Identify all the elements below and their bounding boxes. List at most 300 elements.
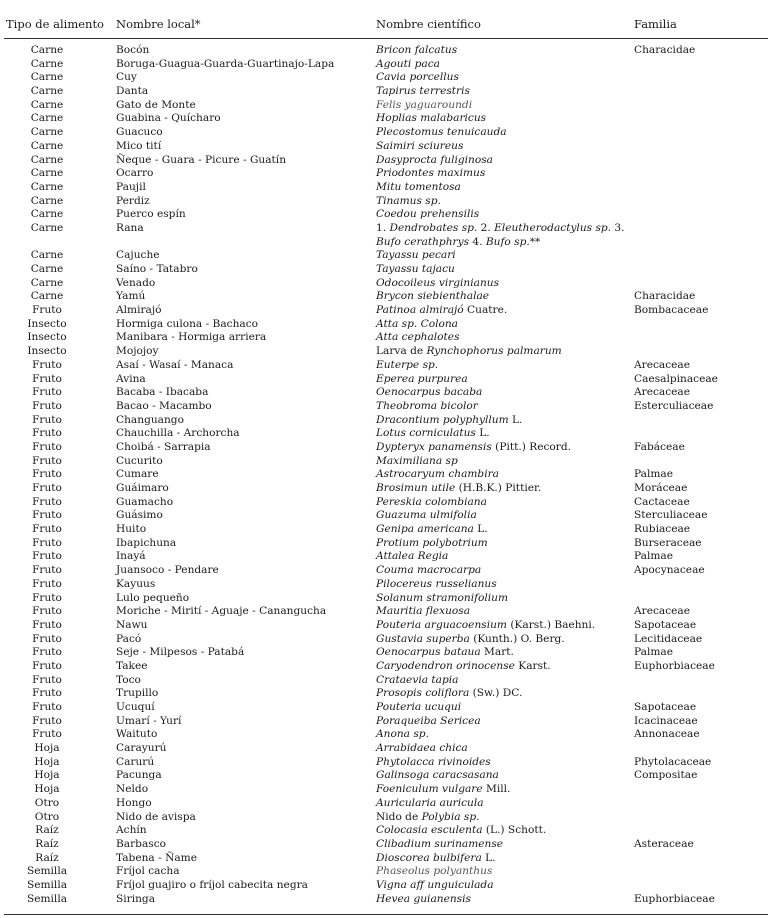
table-row bbox=[0, 550, 774, 564]
cell-familia: Asteraceae bbox=[634, 837, 694, 850]
sci-name-segment: Tayassu pecari bbox=[376, 249, 456, 262]
cell-tipo: Semilla bbox=[26, 878, 68, 891]
sci-name-segment: L. bbox=[473, 523, 488, 536]
table-row bbox=[0, 126, 774, 140]
cell-nombre-cientifico bbox=[376, 523, 488, 537]
table-header bbox=[0, 0, 774, 38]
cell-tipo: Fruto bbox=[32, 632, 62, 645]
cell-familia: Euphorbiaceae bbox=[634, 892, 715, 905]
table-row bbox=[0, 728, 774, 742]
cell-nombre-cientifico bbox=[376, 482, 541, 496]
table-row bbox=[0, 400, 774, 414]
table-row bbox=[0, 865, 774, 879]
sci-name-segment: Anona sp. bbox=[376, 728, 429, 741]
cell-tipo: Fruto bbox=[32, 399, 62, 412]
cell-tipo: Fruto bbox=[32, 659, 62, 672]
bottom-rule bbox=[4, 914, 768, 915]
sci-name-segment: Tayassu tajacu bbox=[376, 263, 455, 276]
cell-tipo: Insecto bbox=[27, 317, 67, 330]
table-row bbox=[0, 496, 774, 510]
cell-nombre-local: Perdiz bbox=[116, 194, 150, 207]
sci-name-segment: Colocasia esculenta bbox=[376, 824, 483, 837]
sci-name-segment: Auricularia auricula bbox=[376, 796, 484, 809]
cell-nombre-cientifico bbox=[376, 304, 507, 318]
cell-tipo: Carne bbox=[30, 180, 64, 193]
cell-nombre-local: Ucuquí bbox=[116, 701, 155, 714]
cell-tipo: Fruto bbox=[32, 673, 62, 686]
cell-nombre-local: Bocón bbox=[116, 44, 150, 56]
sci-name-segment: Euterpe sp. bbox=[376, 358, 439, 371]
header-tipo: Tipo de alimento bbox=[6, 17, 104, 31]
cell-nombre-cientifico bbox=[376, 222, 631, 249]
table-row bbox=[0, 331, 774, 345]
cell-nombre-local: Changuango bbox=[116, 413, 184, 426]
table-row bbox=[0, 523, 774, 537]
cell-tipo: Fruto bbox=[32, 386, 62, 399]
table-row bbox=[0, 208, 774, 222]
cell-nombre-local: Ocarro bbox=[116, 167, 154, 180]
sci-name-segment: Bricon falcatus bbox=[376, 44, 458, 56]
cell-nombre-local: Barbasco bbox=[116, 837, 167, 850]
cell-nombre-local: Guásimo bbox=[116, 509, 163, 522]
sci-name-segment: Phaseolus polyanthus bbox=[376, 865, 493, 878]
sci-name-segment: Maximiliana sp bbox=[376, 454, 458, 467]
sci-name-segment: Cuatre. bbox=[463, 304, 508, 317]
cell-familia: Palmae bbox=[634, 550, 673, 563]
cell-tipo: Fruto bbox=[32, 427, 62, 440]
cell-tipo: Fruto bbox=[32, 304, 62, 317]
sci-name-segment: Pouteria ucuqui bbox=[376, 701, 462, 714]
cell-nombre-local: Fríjol cacha bbox=[116, 865, 180, 878]
cell-nombre-cientifico bbox=[376, 249, 456, 263]
sci-name-segment: Dracontium polyphyllum bbox=[376, 413, 509, 426]
cell-familia: Palmae bbox=[634, 468, 673, 481]
table-row bbox=[0, 112, 774, 126]
sci-name-segment: Eleutherodactylus sp. bbox=[494, 221, 612, 234]
sci-name-segment: Protium polybotrium bbox=[376, 536, 488, 549]
sci-name-segment: Oenocarpus bataua bbox=[376, 646, 481, 659]
cell-familia: Burseraceae bbox=[634, 536, 702, 549]
cell-familia: Apocynaceae bbox=[634, 564, 705, 577]
cell-nombre-cientifico bbox=[376, 290, 489, 304]
cell-tipo: Fruto bbox=[32, 577, 62, 590]
sci-name-segment: Atta cephalotes bbox=[376, 331, 460, 344]
cell-nombre-cientifico bbox=[376, 550, 448, 564]
table-row bbox=[0, 468, 774, 482]
cell-nombre-cientifico bbox=[376, 578, 497, 592]
sci-name-segment: Rynchophorus palmarum bbox=[426, 345, 562, 358]
table-row bbox=[0, 99, 774, 113]
cell-nombre-cientifico bbox=[376, 414, 522, 428]
cell-familia: Characidae bbox=[634, 290, 696, 303]
sci-name-segment: (Pitt.) Record. bbox=[491, 440, 571, 453]
cell-tipo: Carne bbox=[30, 85, 64, 98]
cell-tipo: Fruto bbox=[32, 564, 62, 577]
table-row bbox=[0, 893, 774, 907]
cell-nombre-cientifico bbox=[376, 756, 491, 770]
table-row bbox=[0, 304, 774, 318]
cell-tipo: Fruto bbox=[32, 495, 62, 508]
cell-tipo: Carne bbox=[30, 126, 64, 139]
cell-familia: Compositae bbox=[634, 769, 698, 782]
cell-nombre-local: Juansoco - Pendare bbox=[116, 564, 219, 577]
table-row bbox=[0, 633, 774, 647]
sci-name-segment: Cavia porcellus bbox=[376, 71, 459, 84]
cell-nombre-local: Puerco espín bbox=[116, 208, 186, 221]
sci-name-segment: Larva de bbox=[376, 345, 427, 358]
cell-nombre-local: Pacunga bbox=[116, 769, 162, 782]
table-row bbox=[0, 783, 774, 797]
cell-nombre-cientifico bbox=[376, 537, 488, 551]
cell-nombre-cientifico bbox=[376, 592, 508, 606]
sci-name-segment: 2. bbox=[477, 221, 495, 234]
sci-name-segment: Guazuma ulmifolia bbox=[376, 509, 477, 522]
cell-nombre-local: Cajuche bbox=[116, 249, 160, 262]
sci-name-segment: 4. bbox=[469, 235, 486, 248]
sci-name-segment: Dendrobates sp. bbox=[389, 221, 478, 234]
cell-familia: Rubiaceae bbox=[634, 523, 691, 536]
table-row bbox=[0, 852, 774, 866]
cell-nombre-local: Gato de Monte bbox=[116, 98, 196, 111]
sci-name-segment: Clibadium surinamense bbox=[376, 837, 504, 850]
table-row bbox=[0, 85, 774, 99]
table-row bbox=[0, 195, 774, 209]
table-row bbox=[0, 742, 774, 756]
cell-tipo: Fruto bbox=[32, 550, 62, 563]
cell-nombre-cientifico bbox=[376, 140, 463, 154]
cell-nombre-cientifico bbox=[376, 660, 551, 674]
sci-name-segment: Tinamus sp. bbox=[376, 194, 441, 207]
cell-nombre-local: Bacaba - Ibacaba bbox=[116, 386, 209, 399]
cell-nombre-local: Achín bbox=[116, 824, 147, 837]
cell-tipo: Insecto bbox=[27, 331, 67, 344]
table-row bbox=[0, 359, 774, 373]
sci-name-segment: Brycon siebienthalae bbox=[376, 290, 490, 303]
sci-name-segment: Felis yaguaroundi bbox=[376, 98, 473, 111]
header-nombre-cientifico: Nombre científico bbox=[376, 17, 481, 31]
sci-name-segment: Hoplias malabaricus bbox=[376, 112, 487, 125]
cell-tipo: Carne bbox=[30, 112, 64, 125]
header-rule bbox=[4, 38, 768, 39]
cell-nombre-local: Carayurú bbox=[116, 742, 167, 755]
table-row bbox=[0, 646, 774, 660]
cell-nombre-local: Seje - Milpesos - Patabá bbox=[116, 646, 245, 659]
cell-nombre-cientifico bbox=[376, 742, 468, 756]
table-body bbox=[0, 44, 774, 906]
sci-name-segment: Hevea guianensis bbox=[376, 892, 471, 905]
sci-name-segment: Mill. bbox=[482, 783, 511, 796]
table-row bbox=[0, 537, 774, 551]
cell-familia: Arecaceae bbox=[634, 358, 691, 371]
cell-nombre-cientifico bbox=[376, 605, 470, 619]
cell-tipo: Carne bbox=[30, 167, 64, 180]
cell-nombre-local: Cuy bbox=[116, 71, 137, 84]
cell-tipo: Raíz bbox=[35, 824, 59, 837]
cell-nombre-cientifico bbox=[376, 728, 429, 742]
cell-tipo: Fruto bbox=[32, 372, 62, 385]
sci-name-segment: Foeniculum vulgare bbox=[376, 783, 483, 796]
cell-nombre-local: Siringa bbox=[116, 892, 156, 905]
cell-tipo: Fruto bbox=[32, 591, 62, 604]
cell-nombre-cientifico bbox=[376, 646, 514, 660]
table-row bbox=[0, 701, 774, 715]
table-row bbox=[0, 290, 774, 304]
cell-nombre-local: Hongo bbox=[116, 796, 152, 809]
cell-nombre-local: Chauchilla - Archorcha bbox=[116, 427, 240, 440]
sci-name-segment: Plecostomus tenuicauda bbox=[376, 126, 507, 139]
table-row bbox=[0, 181, 774, 195]
cell-tipo: Fruto bbox=[32, 523, 62, 536]
cell-tipo: Insecto bbox=[27, 345, 67, 358]
cell-nombre-local: Huito bbox=[116, 523, 147, 536]
cell-nombre-local: Nawu bbox=[116, 618, 148, 631]
sci-name-segment: Mitu tomentosa bbox=[376, 180, 461, 193]
cell-nombre-cientifico bbox=[376, 99, 472, 113]
cell-nombre-local: Carurú bbox=[116, 755, 155, 768]
cell-tipo: Semilla bbox=[26, 892, 68, 905]
cell-nombre-cientifico bbox=[376, 345, 562, 359]
cell-familia: Icacinaceae bbox=[634, 714, 698, 727]
cell-tipo: Fruto bbox=[32, 468, 62, 481]
sci-name-segment: Oenocarpus bacaba bbox=[376, 386, 483, 399]
sci-name-segment: Mart. bbox=[480, 646, 514, 659]
cell-nombre-local: Guáimaro bbox=[116, 482, 169, 495]
cell-nombre-local: Guabina - Quícharo bbox=[116, 112, 221, 125]
cell-nombre-cientifico bbox=[376, 687, 522, 701]
cell-tipo: Carne bbox=[30, 249, 64, 262]
sci-name-segment: Pouteria arguacoensium bbox=[376, 618, 507, 631]
header-nombre-local: Nombre local* bbox=[116, 17, 201, 31]
sci-name-segment: Patinoa almirajó bbox=[376, 304, 464, 317]
cell-nombre-cientifico bbox=[376, 277, 499, 291]
cell-tipo: Raíz bbox=[35, 837, 59, 850]
cell-nombre-cientifico bbox=[376, 811, 480, 825]
cell-nombre-local: Cumare bbox=[116, 468, 159, 481]
cell-nombre-local: Rana bbox=[116, 221, 144, 234]
cell-nombre-cientifico bbox=[376, 427, 490, 441]
sci-name-segment: Attalea Regia bbox=[376, 550, 449, 563]
cell-nombre-local: Saíno - Tatabro bbox=[116, 263, 198, 276]
table-row bbox=[0, 715, 774, 729]
table-row bbox=[0, 619, 774, 633]
cell-nombre-local: Guacuco bbox=[116, 126, 163, 139]
cell-nombre-local: Manibara - Hormiga arriera bbox=[116, 331, 267, 344]
sci-name-segment: (Karst.) Baehni. bbox=[506, 618, 596, 631]
cell-nombre-cientifico bbox=[376, 400, 478, 414]
sci-name-segment: Phytolacca rivinoides bbox=[376, 755, 491, 768]
cell-nombre-cientifico bbox=[376, 824, 546, 838]
cell-nombre-local: Mojojoy bbox=[116, 345, 159, 358]
cell-nombre-cientifico bbox=[376, 852, 496, 866]
cell-tipo: Carne bbox=[30, 221, 64, 234]
cell-nombre-local: Boruga-Guagua-Guarda-Guartinajo-Lapa bbox=[116, 57, 335, 70]
table-row bbox=[0, 660, 774, 674]
cell-nombre-local: Cucurito bbox=[116, 454, 163, 467]
sci-name-segment: 1. bbox=[376, 221, 390, 234]
cell-familia: Sterculiaceae bbox=[634, 509, 708, 522]
table-row bbox=[0, 71, 774, 85]
cell-familia: Caesalpinaceae bbox=[634, 372, 718, 385]
cell-nombre-cientifico bbox=[376, 359, 438, 373]
sci-name-segment: Odocoileus virginianus bbox=[376, 276, 500, 289]
sci-name-segment: Tapirus terrestris bbox=[376, 85, 470, 98]
cell-nombre-cientifico bbox=[376, 468, 499, 482]
table-row bbox=[0, 811, 774, 825]
sci-name-segment: Gustavia superba bbox=[376, 632, 470, 645]
table-row bbox=[0, 154, 774, 168]
cell-familia: Sapotaceae bbox=[634, 618, 697, 631]
cell-familia: Phytolacaceae bbox=[634, 755, 712, 768]
cell-nombre-local: Ibapichuna bbox=[116, 536, 177, 549]
table-row bbox=[0, 222, 774, 249]
sci-name-segment: Astrocaryum chambira bbox=[376, 468, 499, 481]
cell-nombre-cientifico bbox=[376, 58, 440, 72]
sci-name-segment: Pereskia colombiana bbox=[376, 495, 487, 508]
sci-name-segment: Theobroma bicolor bbox=[376, 399, 478, 412]
cell-tipo: Fruto bbox=[32, 605, 62, 618]
cell-nombre-cientifico bbox=[376, 181, 461, 195]
cell-tipo: Carne bbox=[30, 263, 64, 276]
cell-nombre-cientifico bbox=[376, 879, 494, 893]
table-row bbox=[0, 373, 774, 387]
cell-nombre-local: Mico tití bbox=[116, 139, 162, 152]
sci-name-segment: Genipa americana bbox=[376, 523, 474, 536]
cell-tipo: Carne bbox=[30, 57, 64, 70]
cell-nombre-cientifico bbox=[376, 633, 565, 647]
cell-nombre-cientifico bbox=[376, 838, 503, 852]
table-row bbox=[0, 824, 774, 838]
sci-name-segment: Pilocereus russelianus bbox=[376, 577, 497, 590]
cell-familia: Euphorbiaceae bbox=[634, 659, 715, 672]
header-familia: Familia bbox=[634, 17, 677, 31]
table-row bbox=[0, 578, 774, 592]
sci-name-segment: Arrabidaea chica bbox=[376, 742, 468, 755]
table-row bbox=[0, 441, 774, 455]
cell-nombre-cientifico bbox=[376, 619, 595, 633]
cell-tipo: Carne bbox=[30, 194, 64, 207]
sci-name-segment: Crataevia tapia bbox=[376, 673, 459, 686]
cell-tipo: Carne bbox=[30, 290, 64, 303]
cell-tipo: Fruto bbox=[32, 701, 62, 714]
table-row bbox=[0, 318, 774, 332]
table-row bbox=[0, 838, 774, 852]
cell-tipo: Fruto bbox=[32, 618, 62, 631]
cell-familia: Annonaceae bbox=[634, 728, 700, 741]
cell-nombre-cientifico bbox=[376, 441, 571, 455]
sci-name-segment: Dasyprocta fuliginosa bbox=[376, 153, 493, 166]
cell-familia: Lecitidaceae bbox=[634, 632, 703, 645]
table-row bbox=[0, 414, 774, 428]
cell-nombre-cientifico bbox=[376, 386, 482, 400]
cell-nombre-cientifico bbox=[376, 455, 458, 469]
sci-name-segment: 3. bbox=[611, 221, 625, 234]
cell-nombre-cientifico bbox=[376, 509, 477, 523]
cell-nombre-cientifico bbox=[376, 701, 461, 715]
cell-tipo: Fruto bbox=[32, 509, 62, 522]
cell-tipo: Carne bbox=[30, 71, 64, 84]
cell-nombre-cientifico bbox=[376, 865, 492, 879]
cell-tipo: Carne bbox=[30, 208, 64, 221]
cell-familia: Arecaceae bbox=[634, 386, 691, 399]
cell-nombre-cientifico bbox=[376, 331, 460, 345]
sci-name-segment: Caryodendron orinocense bbox=[376, 659, 515, 672]
sci-name-segment: (Sw.) DC. bbox=[469, 687, 523, 700]
table-row bbox=[0, 345, 774, 359]
cell-tipo: Fruto bbox=[32, 536, 62, 549]
cell-nombre-local: Avina bbox=[116, 372, 146, 385]
table-row bbox=[0, 509, 774, 523]
cell-nombre-cientifico bbox=[376, 373, 468, 387]
cell-nombre-cientifico bbox=[376, 263, 455, 277]
table-row bbox=[0, 605, 774, 619]
cell-nombre-cientifico bbox=[376, 797, 484, 811]
table-row bbox=[0, 879, 774, 893]
table-row bbox=[0, 386, 774, 400]
sci-name-segment: Atta sp. Colona bbox=[376, 317, 459, 330]
sci-name-segment: L. bbox=[508, 413, 523, 426]
sci-name-segment: Dioscorea bulbifera bbox=[376, 851, 482, 864]
cell-nombre-cientifico bbox=[376, 126, 507, 140]
cell-tipo: Carne bbox=[30, 276, 64, 289]
cell-tipo: Carne bbox=[30, 44, 64, 56]
table-row bbox=[0, 769, 774, 783]
sci-name-segment: Poraqueiba Sericea bbox=[376, 714, 481, 727]
table-row bbox=[0, 427, 774, 441]
sci-name-segment: Nido de bbox=[376, 810, 422, 823]
table-row bbox=[0, 564, 774, 578]
table-row bbox=[0, 592, 774, 606]
table-row bbox=[0, 455, 774, 469]
cell-nombre-cientifico bbox=[376, 195, 441, 209]
cell-tipo: Carne bbox=[30, 98, 64, 111]
cell-tipo: Hoja bbox=[34, 742, 60, 755]
sci-name-segment: Bufo cerathphrys bbox=[376, 235, 470, 248]
cell-nombre-cientifico bbox=[376, 154, 493, 168]
cell-nombre-cientifico bbox=[376, 318, 458, 332]
cell-tipo: Carne bbox=[30, 139, 64, 152]
table-row bbox=[0, 482, 774, 496]
cell-familia: Moráceae bbox=[634, 482, 688, 495]
cell-familia: Fabáceae bbox=[634, 440, 685, 453]
cell-nombre-cientifico bbox=[376, 167, 485, 181]
cell-tipo: Semilla bbox=[26, 865, 68, 878]
cell-nombre-cientifico bbox=[376, 674, 458, 688]
cell-nombre-local: Nido de avispa bbox=[116, 810, 196, 823]
cell-nombre-local: Guamacho bbox=[116, 495, 174, 508]
cell-nombre-local: Toco bbox=[116, 673, 141, 686]
cell-nombre-cientifico bbox=[376, 85, 470, 99]
table-row bbox=[0, 797, 774, 811]
cell-nombre-local: Danta bbox=[116, 85, 149, 98]
sci-name-segment: L. bbox=[481, 851, 496, 864]
cell-nombre-cientifico bbox=[376, 44, 457, 58]
cell-nombre-local: Hormiga culona - Bachaco bbox=[116, 317, 259, 330]
cell-nombre-cientifico bbox=[376, 893, 471, 907]
cell-tipo: Fruto bbox=[32, 646, 62, 659]
cell-nombre-cientifico bbox=[376, 564, 481, 578]
sci-name-segment: Dypteryx panamensis bbox=[376, 440, 492, 453]
cell-familia: Arecaceae bbox=[634, 605, 691, 618]
sci-name-segment: Couma macrocarpa bbox=[376, 564, 482, 577]
cell-familia: Bombacaceae bbox=[634, 304, 709, 317]
sci-name-segment: Agouti paca bbox=[376, 57, 440, 70]
sci-name-segment: Priodontes maximus bbox=[376, 167, 486, 180]
cell-nombre-local: Trupillo bbox=[116, 687, 159, 700]
cell-nombre-local: Pacó bbox=[116, 632, 142, 645]
cell-nombre-cientifico bbox=[376, 208, 479, 222]
cell-nombre-cientifico bbox=[376, 715, 481, 729]
table-row bbox=[0, 277, 774, 291]
